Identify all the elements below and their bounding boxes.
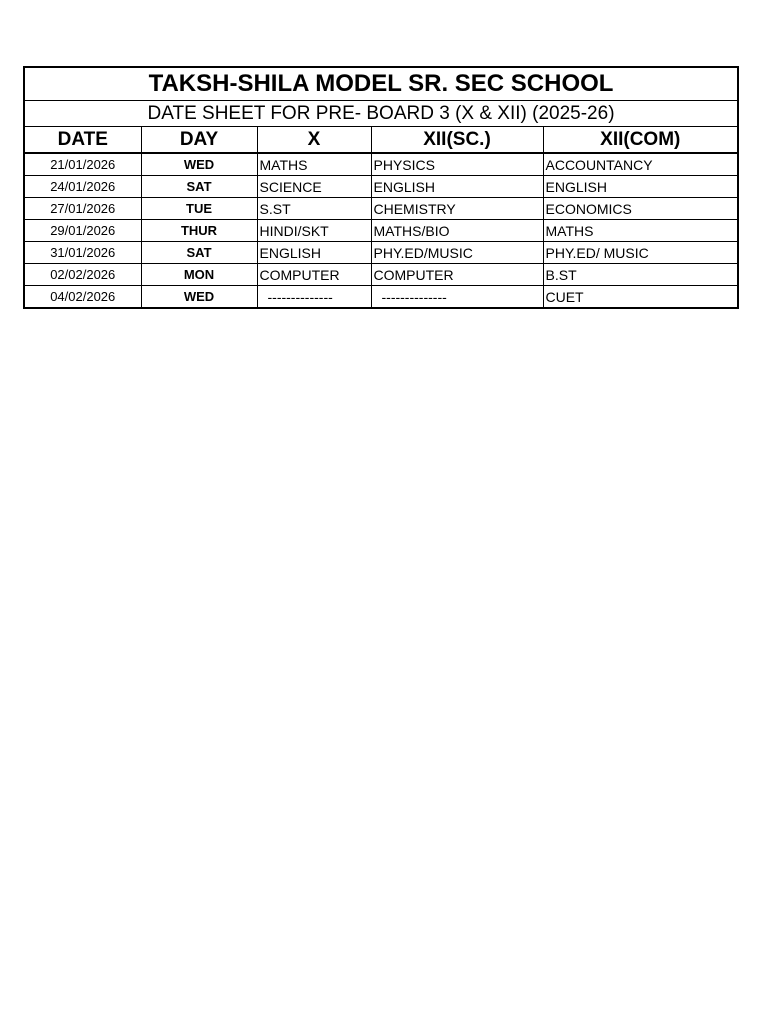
column-header-xii-sc: XII(SC.) [371, 127, 543, 154]
date-sheet [23, 66, 737, 309]
x-subject-cell: MATHS [257, 153, 371, 176]
date-cell: 24/01/2026 [24, 176, 141, 198]
table-row [24, 198, 738, 220]
xii-com-subject-cell: B.ST [543, 264, 738, 286]
date-cell: 21/01/2026 [24, 153, 141, 176]
xii-com-subject-cell: MATHS [543, 220, 738, 242]
column-header-x: X [257, 127, 371, 154]
day-cell: TUE [141, 198, 257, 220]
x-subject-cell: COMPUTER [257, 264, 371, 286]
table-row [24, 286, 738, 309]
day-cell: WED [141, 153, 257, 176]
table-row [24, 264, 738, 286]
date-cell: 27/01/2026 [24, 198, 141, 220]
xii-com-subject-cell: CUET [543, 286, 738, 309]
date-sheet-subtitle: DATE SHEET FOR PRE- BOARD 3 (X & XII) (2025-26) [24, 101, 738, 127]
title-row [24, 67, 738, 101]
day-cell: SAT [141, 176, 257, 198]
day-cell: SAT [141, 242, 257, 264]
day-cell: THUR [141, 220, 257, 242]
xii-sc-subject-cell: MATHS/BIO [371, 220, 543, 242]
date-cell: 02/02/2026 [24, 264, 141, 286]
xii-sc-subject-cell: COMPUTER [371, 264, 543, 286]
column-header-xii-com: XII(COM) [543, 127, 738, 154]
date-cell: 29/01/2026 [24, 220, 141, 242]
table-row [24, 153, 738, 176]
xii-com-subject-cell: ECONOMICS [543, 198, 738, 220]
xii-sc-subject-cell: CHEMISTRY [371, 198, 543, 220]
day-cell: WED [141, 286, 257, 309]
day-cell: MON [141, 264, 257, 286]
xii-com-subject-cell: ACCOUNTANCY [543, 153, 738, 176]
table-row [24, 176, 738, 198]
date-cell: 04/02/2026 [24, 286, 141, 309]
x-subject-cell: ENGLISH [257, 242, 371, 264]
xii-sc-subject-cell: ENGLISH [371, 176, 543, 198]
x-subject-cell: SCIENCE [257, 176, 371, 198]
xii-com-subject-cell: PHY.ED/ MUSIC [543, 242, 738, 264]
x-subject-cell: HINDI/SKT [257, 220, 371, 242]
x-subject-cell: -------------- [257, 286, 371, 309]
xii-com-subject-cell: ENGLISH [543, 176, 738, 198]
xii-sc-subject-cell: PHY.ED/MUSIC [371, 242, 543, 264]
column-header-day: DAY [141, 127, 257, 154]
date-cell: 31/01/2026 [24, 242, 141, 264]
school-name: TAKSH-SHILA MODEL SR. SEC SCHOOL [24, 67, 738, 101]
table-row [24, 220, 738, 242]
subtitle-row [24, 101, 738, 127]
column-header-date: DATE [24, 127, 141, 154]
xii-sc-subject-cell: PHYSICS [371, 153, 543, 176]
x-subject-cell: S.ST [257, 198, 371, 220]
table-row [24, 242, 738, 264]
column-header-row [24, 127, 738, 154]
date-sheet-table [23, 66, 739, 309]
xii-sc-subject-cell: -------------- [371, 286, 543, 309]
